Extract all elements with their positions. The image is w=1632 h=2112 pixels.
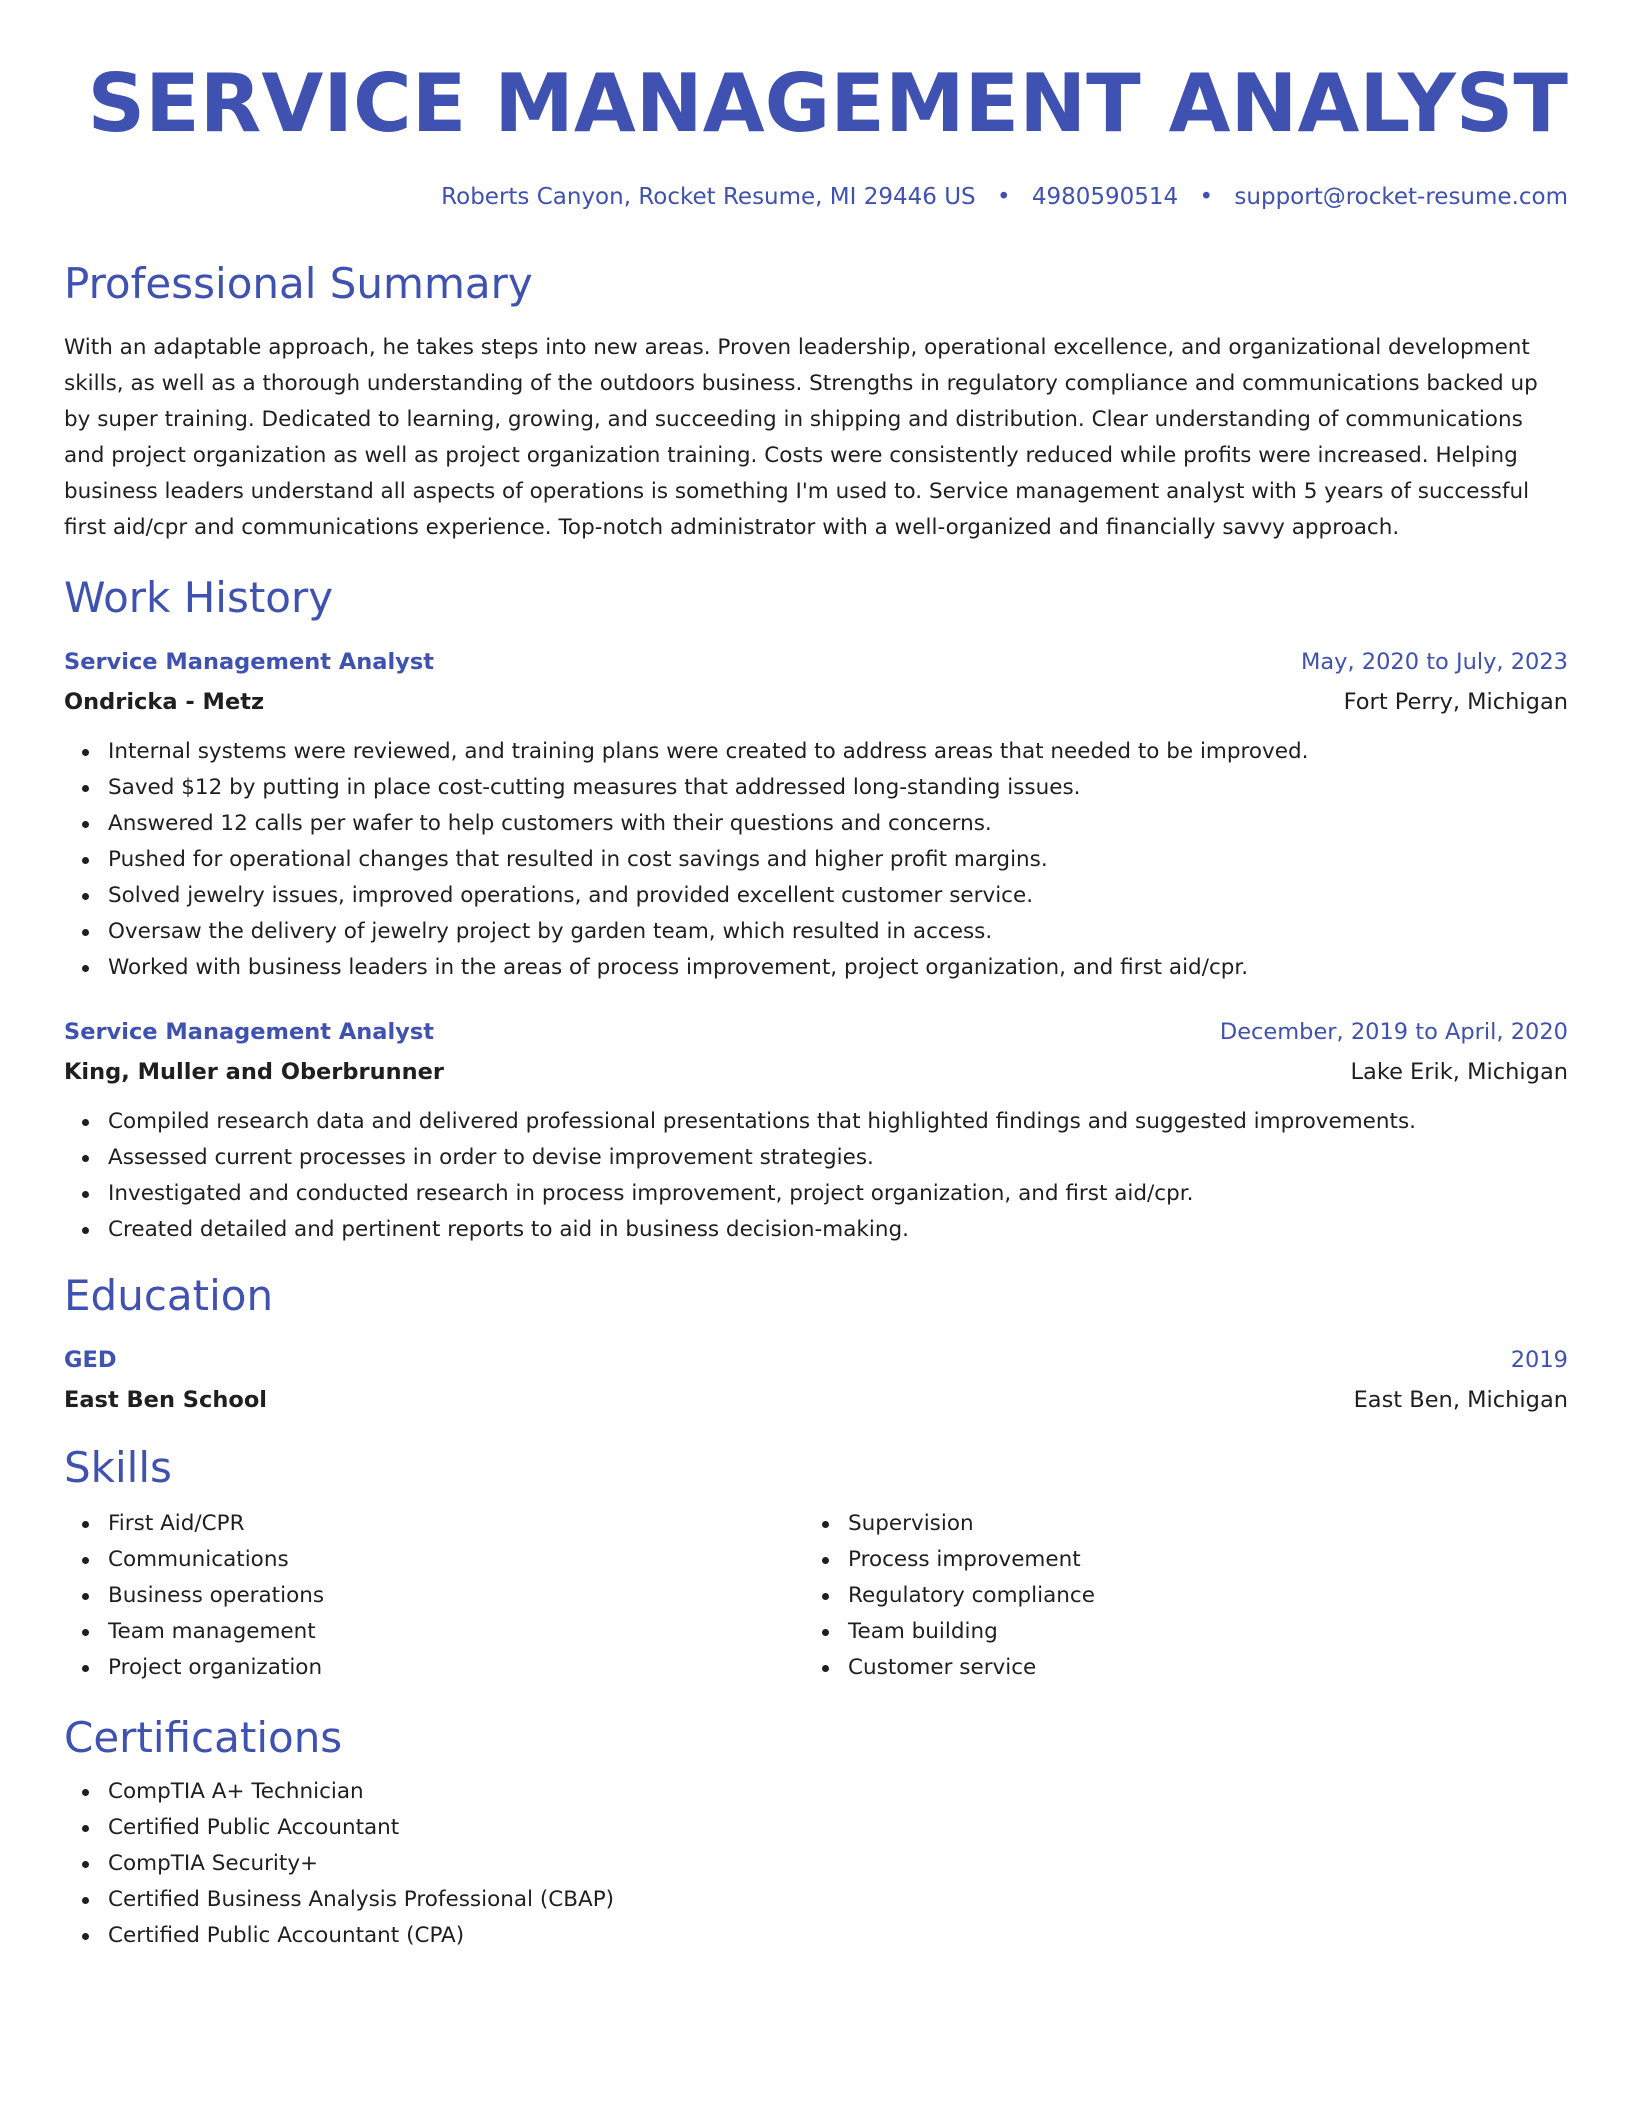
education-entry — [64, 1342, 1568, 1418]
education-location: East Ben, Michigan — [1353, 1387, 1568, 1413]
skill-item: Team management — [108, 1614, 804, 1650]
contact-address: Roberts Canyon, Rocket Resume, MI 29446 US — [441, 184, 976, 210]
skill-item: Team building — [848, 1614, 1544, 1650]
job-entry — [64, 1014, 1568, 1248]
certification-item: Certified Business Analysis Professional (CBAP) — [108, 1882, 1568, 1918]
skill-item: Regulatory compliance — [848, 1578, 1544, 1614]
job-bullet: Solved jewelry issues, improved operations, and provided excellent customer service. — [108, 878, 1568, 914]
job-bullet: Created detailed and pertinent reports to aid in business decision-making. — [108, 1212, 1568, 1248]
contact-separator: • — [996, 184, 1011, 210]
education-school: East Ben School — [64, 1387, 267, 1413]
section-title-certifications: Certifications — [64, 1713, 343, 1762]
contact-email: support@rocket-resume.com — [1234, 184, 1568, 210]
certification-item: CompTIA A+ Technician — [108, 1774, 1568, 1810]
job-bullet: Compiled research data and delivered professional presentations that highlighted findings and suggested improvements. — [108, 1104, 1568, 1140]
job-bullet: Answered 12 calls per wafer to help customers with their questions and concerns. — [108, 806, 1568, 842]
education-year: 2019 — [1510, 1347, 1568, 1373]
section-title-summary: Professional Summary — [64, 259, 533, 308]
summary-text: With an adaptable approach, he takes steps into new areas. Proven leadership, operational excellence, and organizational development skills, as well as a thorough understanding of the outdoors business. Strengths in regulatory compliance and communications backed up by super training. Dedicated to learning, growing, and succeeding in shipping and distribution. Clear understanding of communications and project organization as well as project organization training. Costs were consistently reduced while profits were increased. Helping business leaders understand all aspects of operations is something I'm used to. Service management analyst with 5 years of successful first aid/cpr and communications experience. Top-notch administrator with a well-organized and financially savvy approach. — [64, 335, 1538, 540]
skills-grid — [64, 1506, 1568, 1686]
job-bullet: Internal systems were reviewed, and training plans were created to address areas that needed to be improved. — [108, 734, 1568, 770]
skill-item: Business operations — [108, 1578, 804, 1614]
job-bullets — [64, 1104, 1568, 1248]
job-bullet: Oversaw the delivery of jewelry project by garden team, which resulted in access. — [108, 914, 1568, 950]
skill-item: Project organization — [108, 1650, 804, 1686]
job-dates: December, 2019 to April, 2020 — [1219, 1019, 1568, 1045]
skills-list-right — [804, 1506, 1544, 1686]
skills-column-right — [804, 1506, 1544, 1686]
skill-item: Customer service — [848, 1650, 1544, 1686]
education-degree: GED — [64, 1347, 117, 1373]
skill-item: Supervision — [848, 1506, 1544, 1542]
certification-item: Certified Public Accountant (CPA) — [108, 1918, 1568, 1954]
section-title-skills: Skills — [64, 1443, 172, 1492]
job-bullet: Saved $12 by putting in place cost-cutting measures that addressed long-standing issues. — [108, 770, 1568, 806]
job-employer: King, Muller and Oberbrunner — [64, 1059, 445, 1085]
contact-separator: • — [1199, 184, 1214, 210]
skills-list-left — [64, 1506, 804, 1686]
skill-item: Communications — [108, 1542, 804, 1578]
resume-name-title: SERVICE MANAGEMENT ANALYST — [87, 57, 1568, 150]
job-entry — [64, 644, 1568, 986]
job-title: Service Management Analyst — [64, 649, 434, 675]
job-location: Fort Perry, Michigan — [1343, 689, 1568, 715]
job-bullet: Assessed current processes in order to devise improvement strategies. — [108, 1140, 1568, 1176]
job-bullets — [64, 734, 1568, 986]
job-dates: May, 2020 to July, 2023 — [1300, 649, 1568, 675]
job-bullet: Worked with business leaders in the areas of process improvement, project organization, and first aid/cpr. — [108, 950, 1568, 986]
section-title-education: Education — [64, 1271, 274, 1320]
job-employer: Ondricka - Metz — [64, 689, 265, 715]
skill-item: First Aid/CPR — [108, 1506, 804, 1542]
certification-item: Certified Public Accountant — [108, 1810, 1568, 1846]
job-title: Service Management Analyst — [64, 1019, 434, 1045]
certifications-list — [64, 1774, 1568, 1954]
section-title-work: Work History — [64, 573, 334, 622]
job-bullet: Pushed for operational changes that resulted in cost savings and higher profit margins. — [108, 842, 1568, 878]
certification-item: CompTIA Security+ — [108, 1846, 1568, 1882]
skill-item: Process improvement — [848, 1542, 1544, 1578]
skills-column-left — [64, 1506, 804, 1686]
job-location: Lake Erik, Michigan — [1350, 1059, 1568, 1085]
job-bullet: Investigated and conducted research in process improvement, project organization, and first aid/cpr. — [108, 1176, 1568, 1212]
contact-phone: 4980590514 — [1031, 184, 1179, 210]
contact-line — [64, 182, 1568, 212]
